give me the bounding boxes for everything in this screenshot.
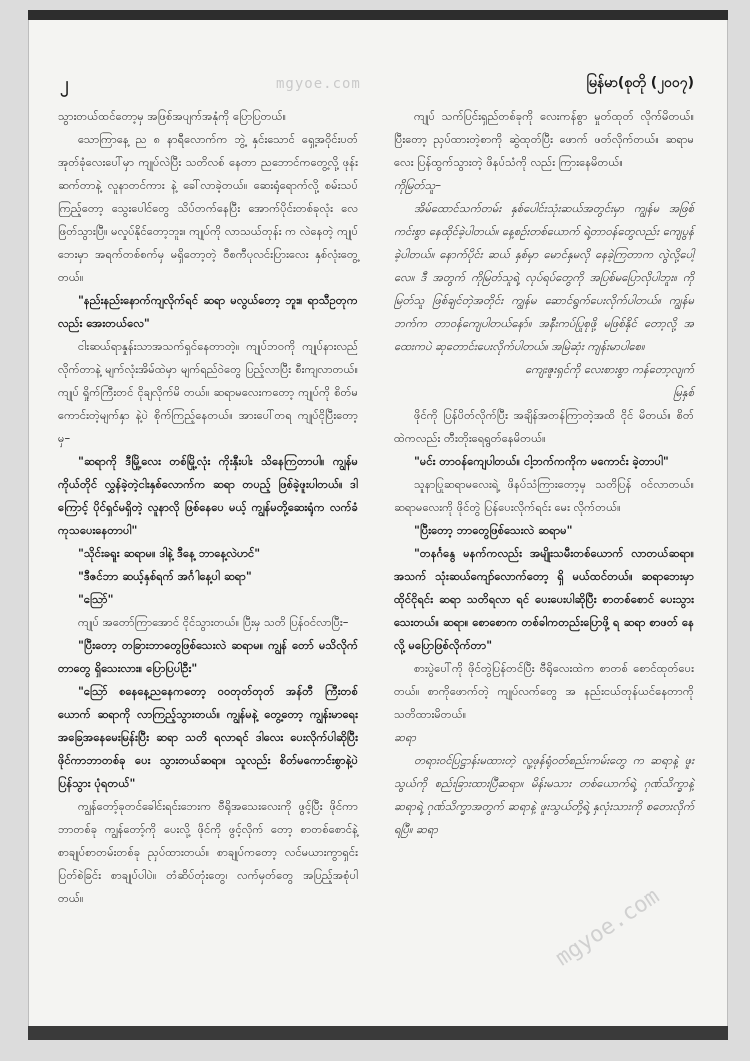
paragraph: သွားတယ်ထင်တော့မှ အဖြစ်အပျက်အနုံကို ပြောပြတယ်။	[58, 110, 287, 123]
dialogue-line: "တနင်္ဂနွေ မနက်ကလည်း အမျိုးသမီးတစ်ယောက် လာတယ်ဆရာ။ အသက် သုံးဆယ်ကျော်လောက်တော့ ရှိ မယ်ထင်တယ်။ ဆရာဘေးမှာ ထိုင်ငိုရင်း ဆရာ သတိရလာ ရင် ပေးပေးပါဆိုပြီး စာတစ်စောင် ပေးသွားသေးတယ်။ ဆရာ။ စောစောက တစ်ခါကတည်းပြောဖို့ ရ ဆရာ စာဖတ် နေလို့ မပြောဖြစ်လိုက်တာ"	[394, 547, 694, 652]
paragraph: သောကြာနေ့ ည ၈ နာရီလောက်က ဘွဲ့ နှင်းသောင် ရှေ့အဝိုင်းပတ် အုတ်ခုံလေးပေါ်မှာ ကျုပ်လဲပြီး သတိလစ် နေတာ ညဘောင်ကတွေ့လို့ ဖုန်းဆက်တာနဲ့ လူနာတင်ကား နဲ့ ခေါ်လာခဲ့တယ်။ ဆေးရုံရောက်လို့ စမ်းသပ်ကြည့်တော့ သွေးပေါင်တွေ သိပ်တက်နေပြီး အောက်ပိုင်းတစ်ခုလုံး လေ ဖြတ်သွားပြီ။ မလှုပ်နိုင်တော့ဘူး။ ကျုပ်ကို လာသယ်တုန်း က လဲနေတဲ့ ကျုပ်ဘေးမှာ အရက်တစ်စက်မှ မရှိတော့တဲ့ ဝီစကီပုလင်းပြားလေး နှစ်လုံးတွေ့တယ်။	[58, 133, 358, 284]
running-title: မြန်မာ(စုတို (၂၀၀၇)	[586, 75, 694, 91]
letter-closing: ကျေးဇူးရှင်ကို လေးစားစွာ ကန်တော့လျက်	[525, 363, 694, 376]
dialogue-line: "ဪ စနေနေ့ညနေကတော့ ၀၀တုတ်တုတ် အန်တီ ကြီးတစ်ယောက် ဆရာကို လာကြည့်သွားတယ်။ ကျွန်မနဲ့ တွေ့တော့ ကျွန်းမာရေးအခြေအနေမေးမြန်းပြီး ဆရာ သတိ ရလာရင် ဒါလေး ပေးလိုက်ပါဆိုပြီး ဖိုင်ကာဘာတစ်ခု ပေး သွားတယ်ဆရာ။ သူလည်း စိတ်မကောင်းစွာနဲ့ပဲ ပြန်သွား ပုံရတယ်"	[58, 685, 358, 790]
right-text-column	[394, 105, 694, 841]
paragraph: ကျွန်တော့်ခုတင်ခေါင်းရင်းဘေးက ဗီရိုအသေးလေးကို ဖွင့်ပြီး ဖိုင်ကာဘာတစ်ခု ကျွန်တော့်ကို ပေးလို့ ဖိုင်ကို ဖွင့်လိုက် တော့ စာတစ်စောင်နဲ့ စာချုပ်စာတမ်းတစ်ခု ညှပ်ထားတယ်။ စာချုပ်ကတော့ လင်မယားကွာရှင်းပြတ်စဲခြင်း စာချုပ်ပါပဲ။ တံဆိပ်တုံးတွေ၊ လက်မှတ်တွေ အပြည့်အစုံပါတယ်။	[58, 800, 358, 905]
watermark-bottom-right: mgyoe.com	[551, 883, 665, 972]
letter-body: အိမ်ထောင်သက်တမ်း နှစ်ပေါင်းသုံးဆယ်အတွင်းမှာ ကျွန်မ အဖြစ်ကင်းစွာ နေထိုင်ခဲ့ပါတယ်။ နေ့စဉ်းတစ်ယောက် ရဲ့တာဝန်တွေလည်း ကျေပွန်ခဲ့ပါတယ်။ နောက်ပိုင်း ဆယ် နှစ်မှာ မောင်နှမလို နေခဲ့ကြတာက လွဲလို့ပေါ့လေ။ ဒီ အတွက် ကိုမြတ်သူရဲ့ လုပ်ရပ်တွေကို အပြစ်မပြောလိုပါဘူး။ ကိုမြတ်သူ ဖြစ်ချင်တဲ့အတိုင်း ကျွန်မ ဆောင်ရွက်ပေးလိုက်ပါတယ်။ ကျွန်မ ဘက်က တာဝန်ကျေပါတယ်နော်။ အနီးကပ်ပြုစုဖို့ မဖြစ်နိုင် တော့လို့ အထေးကပဲ ဆုတောင်းပေးလိုက်ပါတယ်။ အမြဲဆုံး ကျန်းမာပါစေ။	[394, 202, 694, 353]
paragraph: ဖိုင်ကို ပြန်ပိတ်လိုက်ပြီး အချိန်အတန်ကြာတဲ့အထိ ငိုင် မိတယ်။ စိတ်ထဲကလည်း တီးတိုးရေရွတ်နေမိတယ်။	[394, 409, 694, 445]
paragraph: ကျုပ် သက်ပြင်းရှည်တစ်ခုကို လေးကန်စွာ မှုတ်ထုတ် လိုက်မိတယ်။ ပြီးတော့ ညှပ်ထားတဲ့စာကို ဆွဲထုတ်ပြီး ဖောက် ဖတ်လိုက်တယ်။ ဆရာမလေး ပြန်ထွက်သွားတဲ့ ဖိနပ်သံကို လည်း ကြားနေမိတယ်။	[394, 110, 694, 169]
dialogue-line: "ပြီးတော့ တခြားဘာတွေဖြစ်သေးလဲ ဆရာမ။ ကျွန် တော် မသိလိုက်တာတွေ ရှိသေးလား။ ပြောပြပါဦး"	[58, 639, 358, 675]
dialogue-line: "ဆရာကို ဒီမြို့လေး တစ်မြို့လုံး ကိုးနှီးပါး သိနေကြတာပါ။ ကျွန်မကိုယ်တိုင် လွှန်ခဲ့တဲ့ငါးနှစ်လောက်က ဆရာ တပည့် ဖြစ်ခဲ့ဖူးပါတယ်။ ဒါကြောင့် ပိုင်ရှင်မရှိတဲ့ လူနာလို ဖြစ်နေပေ မယ့် ကျွန်မတို့ဆေးရုံက လက်ခံကုသပေးနေတာပါ"	[58, 455, 358, 537]
page-number: ၂	[60, 74, 69, 94]
paragraph: ကျုပ် အတော်ကြာအောင် ငိုင်သွားတယ်။ ပြီးမှ သတိ ပြန်ဝင်လာပြီး–	[78, 616, 349, 629]
letter-signature: မြနှစ်	[673, 386, 694, 399]
paragraph: သူနာပြုဆရာမလေးရဲ့ ဖိနပ်သံကြားတော့မှ သတိပြန် ဝင်လာတယ်။ ဆရာမလေးကို ဖိုင်တွဲ ပြန်ပေးလိုက်ရင်း မေး လိုက်တယ်။	[394, 478, 694, 514]
dialogue-line: "ပြီးတော့ ဘာတွေဖြစ်သေးလဲ ဆရာမ"	[414, 524, 573, 537]
dialogue-line: "သိုင်းခရူး ဆရာမ။ ဒါနဲ့ ဒီနေ့ ဘာနေ့လဲဟင်"	[78, 547, 261, 560]
bottom-scan-edge	[28, 1026, 728, 1040]
left-text-column	[58, 105, 358, 910]
book-page	[28, 10, 728, 1040]
dialogue-line: "နည်းနည်းနောက်ကျလိုက်ရင် ဆရာ မလွယ်တော့ ဘူး။ ရာသီဥတုကလည်း အေးတယ်လေ"	[58, 294, 358, 330]
watermark-top: mgyoe.com	[276, 76, 361, 92]
paragraph: ငါးဆယ်ရာနှုန်းသာအသက်ရှင်နေတာတဲ့။ ကျုပ်ဘဝကို ကျုပ်နားလည်လိုက်တာနဲ့ မျက်လုံးအိမ်ထဲမှာ မျက်ရည်ဝဲတွေ ပြည့်လာပြီး စီးကျလာတယ်။ ကျုပ် ရှိုက်ကြီးတင် ငိုချလိုက်မိ တယ်။ ဆရာမလေးကတော့ ကျုပ်ကို စိတ်မကောင်းတဲ့မျက်နှာ နဲ့ပဲ စိုက်ကြည့်နေတယ်။ အားပေါ်တရ ကျုပ်ငိုပြီးတော့မှ–	[58, 340, 358, 445]
top-scan-edge	[28, 10, 728, 20]
dialogue-line: "ဪ"	[78, 593, 114, 606]
dialogue-line: "ဒီဇင်ဘာ ဆယ့်နှစ်ရက် အင်္ဂါနေ့ပါ ဆရာ"	[78, 570, 252, 583]
paragraph: စားပွဲပေါ်ကို ဖိုင်တွဲပြန်တင်ပြီး ဗီရိုလေးထဲက စာတစ် စောင်ထုတ်ပေးတယ်။ စာကိုဖောက်တဲ့ ကျုပ်လက်တွေ အ နည်းငယ်တုန်ယင်နေတာကို သတိထားမိတယ်။	[394, 662, 694, 721]
letter-salutation: ဆရာ	[394, 731, 417, 744]
letter-body: တရားဝင်ပြဋ္ဌာန်းမထားတဲ့ လူ့ဖုန်ရုံဝတ်စည်းကမ်းတွေ က ဆရာနဲ့ ဖူးသွယ်ကို စည်းခြားထားပြီဆရာ။ မိန်းမသား တစ်ယောက်ရဲ့ ဂုဏ်သိက္ခာနဲ့ ဆရာရဲ့ ဂုဏ်သိက္ခာအတွက် ဆရာနဲ့ ဖူးသွယ်တို့ရဲ့ နှလုံးသားကို စတေးလိုက်ရပြီ။ ဆရာ	[394, 754, 694, 836]
letter-salutation: ကိုမြတ်သူ–	[394, 179, 441, 192]
dialogue-line: "မင်း တာဝန်ကျေပါတယ်။ ငါ့ဘက်ကကိုက မကောင်း ခဲ့တာပါ"	[414, 455, 669, 468]
